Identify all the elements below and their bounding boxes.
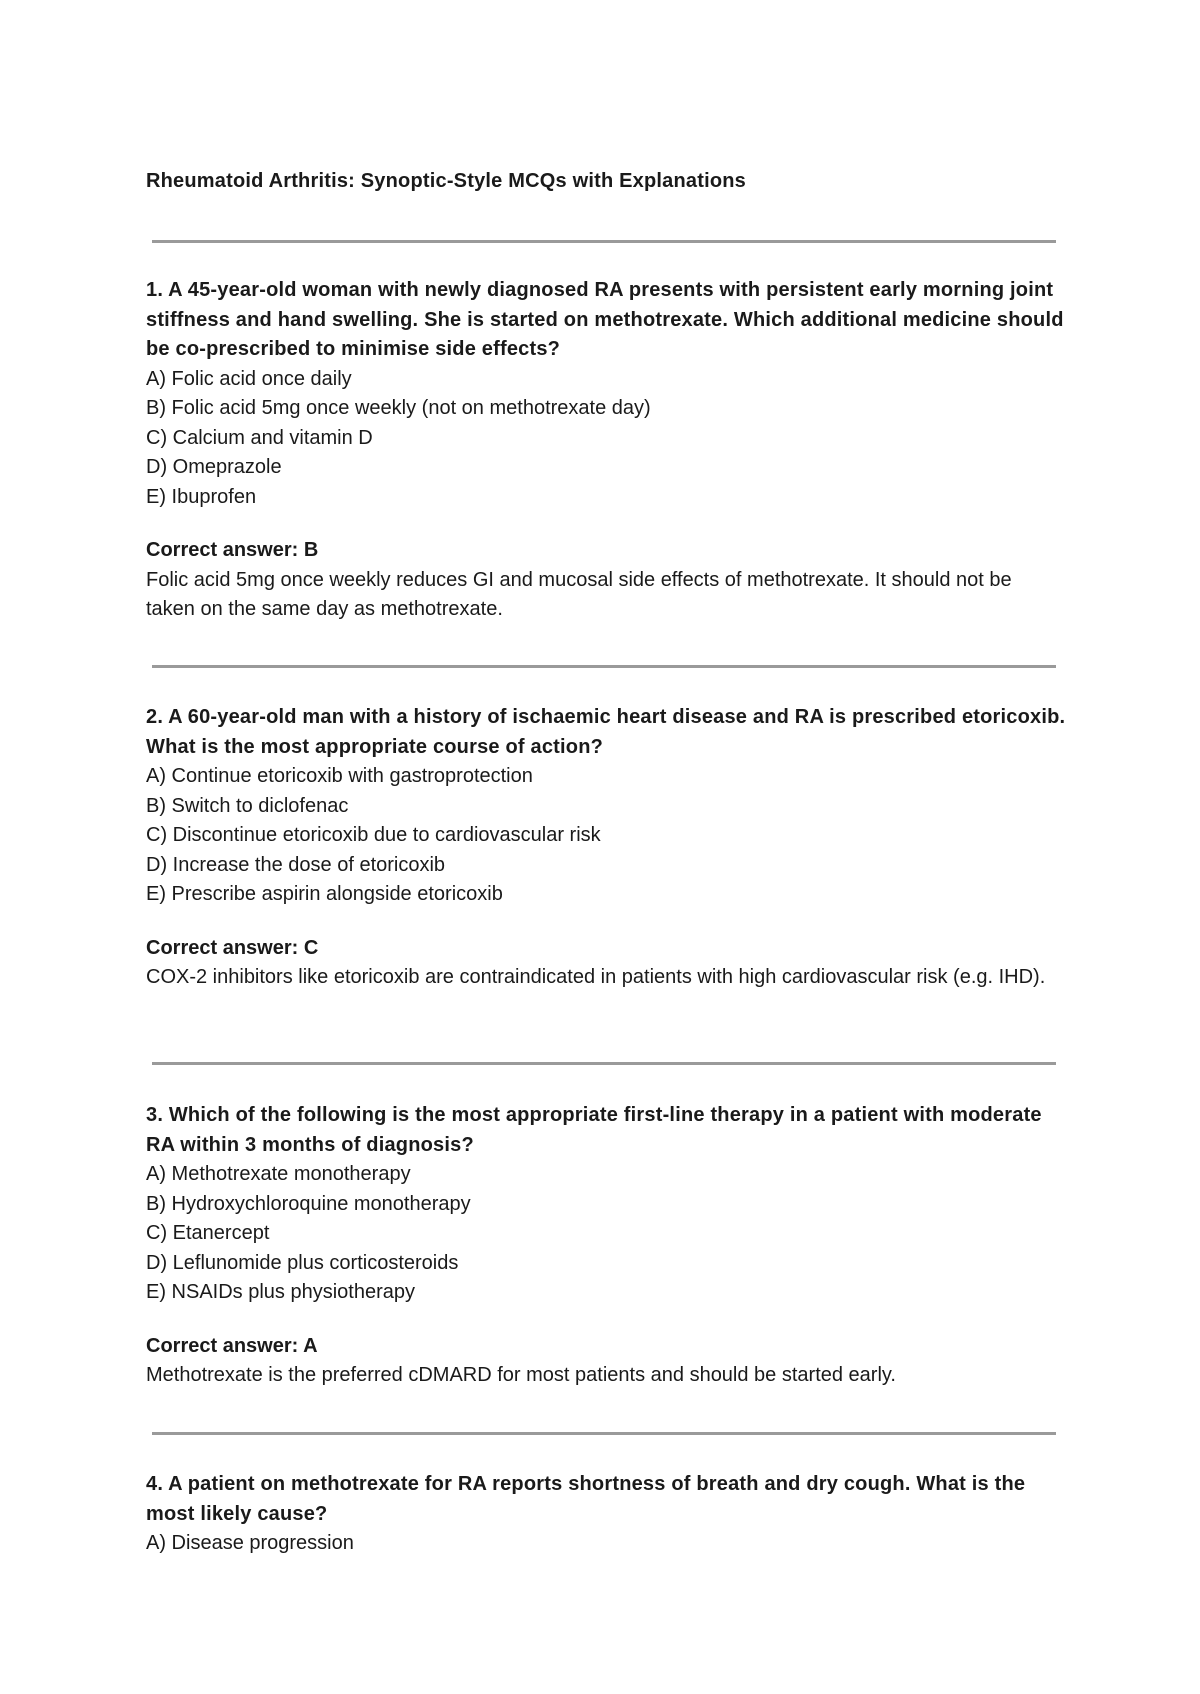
divider	[152, 240, 1056, 243]
question-stem: 4. A patient on methotrexate for RA reports shortness of breath and dry cough. What is the most likely cause?	[146, 1473, 1026, 1525]
option-e: E) NSAIDs plus physiotherapy	[146, 1281, 416, 1303]
divider	[152, 665, 1056, 668]
option-b: B) Switch to diclofenac	[146, 794, 349, 817]
option-a: A) Methotrexate monotherapy	[146, 1163, 411, 1185]
correct-answer-label: Correct answer: C	[146, 936, 319, 959]
document-title: Rheumatoid Arthritis: Synoptic-Style MCQs with Explanations	[146, 170, 747, 192]
answer-explanation: COX-2 inhibitors like etoricoxib are contraindicated in patients with high cardiovascular risk (e.g. IHD).	[146, 966, 1046, 988]
correct-answer-label: Correct answer: A	[146, 1334, 318, 1357]
question-stem: 2. A 60-year-old man with a history of ischaemic heart disease and RA is prescribed etoricoxib. What is the most appropriate course of action?	[146, 706, 1066, 758]
question-stem: 1. A 45-year-old woman with newly diagnosed RA presents with persistent early morning joint stiffness and hand swelling. She is started on methotrexate. Which additional medicine should be co-prescribed to minimise side effects?	[146, 279, 1064, 360]
option-d: D) Leflunomide plus corticosteroids	[146, 1251, 459, 1274]
option-a: A) Disease progression	[146, 1532, 354, 1554]
answer-explanation: Methotrexate is the preferred cDMARD for most patients and should be started early.	[146, 1364, 896, 1386]
answer-explanation: Folic acid 5mg once weekly reduces GI and mucosal side effects of methotrexate. It should not be taken on the same day as methotrexate.	[146, 568, 1012, 620]
divider	[152, 1062, 1056, 1065]
question-1	[146, 276, 1066, 625]
question-2	[146, 703, 1066, 993]
option-e: E) Prescribe aspirin alongside etoricoxib	[146, 883, 503, 905]
option-b: B) Folic acid 5mg once weekly (not on methotrexate day)	[146, 397, 651, 419]
option-b: B) Hydroxychloroquine monotherapy	[146, 1192, 471, 1215]
divider	[152, 1432, 1056, 1435]
option-d: D) Increase the dose of etoricoxib	[146, 853, 446, 876]
question-4	[146, 1470, 1066, 1559]
question-stem: 3. Which of the following is the most appropriate first-line therapy in a patient with moderate RA within 3 months of diagnosis?	[146, 1104, 1042, 1156]
option-d: D) Omeprazole	[146, 456, 282, 478]
option-a: A) Folic acid once daily	[146, 367, 352, 390]
correct-answer-label: Correct answer: B	[146, 539, 319, 561]
option-a: A) Continue etoricoxib with gastroprotection	[146, 765, 533, 787]
option-c: C) Calcium and vitamin D	[146, 426, 373, 449]
question-3	[146, 1101, 1066, 1391]
option-c: C) Discontinue etoricoxib due to cardiovascular risk	[146, 824, 601, 846]
option-e: E) Ibuprofen	[146, 485, 257, 508]
option-c: C) Etanercept	[146, 1222, 270, 1244]
